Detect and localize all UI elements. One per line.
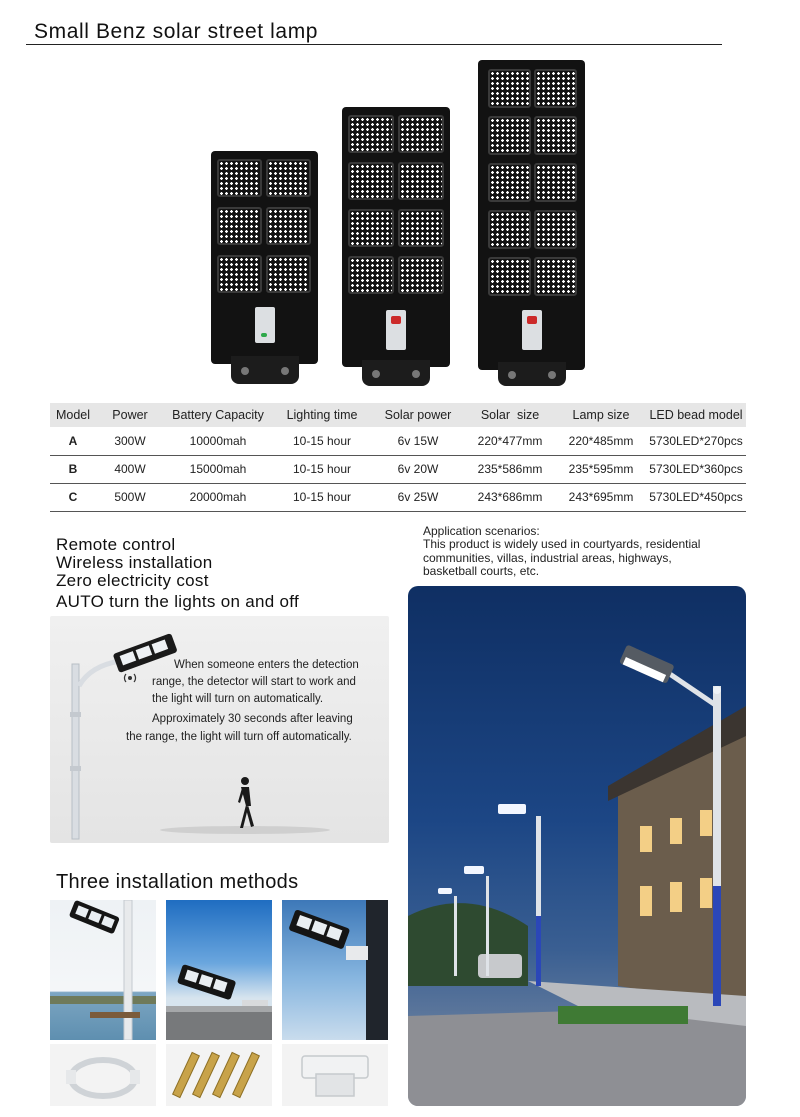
indicator-light bbox=[391, 316, 401, 324]
lamp-model-a bbox=[211, 151, 318, 364]
title-divider bbox=[26, 44, 722, 45]
column-header: Lamp size bbox=[556, 403, 646, 427]
led-module bbox=[398, 162, 444, 200]
feature-auto-lights: AUTO turn the lights on and off bbox=[56, 592, 300, 611]
application-scene-photo bbox=[408, 586, 746, 1106]
led-module bbox=[266, 159, 311, 197]
table-cell: 220*485mm bbox=[556, 427, 646, 455]
table-cell: 20000mah bbox=[164, 483, 272, 511]
table-row bbox=[50, 483, 746, 511]
column-header: Power bbox=[96, 403, 164, 427]
feature-zero-electricity: Zero electricity cost bbox=[56, 571, 209, 590]
sensor-wave-icon bbox=[122, 670, 138, 686]
pole-mount-scene bbox=[50, 900, 156, 1040]
bolt-icon bbox=[241, 367, 249, 375]
hoop-bracket bbox=[50, 1044, 156, 1106]
table-cell: 243*686mm bbox=[464, 483, 556, 511]
indicator-light bbox=[261, 333, 267, 337]
table-cell: 5730LED*450pcs bbox=[646, 483, 746, 511]
sensor-text-line: the range, the light will turn off automatically. bbox=[126, 731, 352, 743]
table-row bbox=[50, 427, 746, 455]
indicator-light bbox=[527, 316, 537, 324]
bolt-icon bbox=[372, 370, 380, 378]
lamp-mount bbox=[498, 362, 566, 386]
led-module bbox=[398, 115, 444, 153]
table-cell: 220*477mm bbox=[464, 427, 556, 455]
table-cell: 235*595mm bbox=[556, 455, 646, 483]
table-cell: 235*586mm bbox=[464, 455, 556, 483]
table-cell: 300W bbox=[96, 427, 164, 455]
table-cell: B bbox=[50, 455, 96, 483]
led-module bbox=[488, 257, 531, 296]
bolt-icon bbox=[508, 371, 516, 379]
led-module bbox=[348, 162, 394, 200]
led-module bbox=[534, 257, 577, 296]
table-cell: 15000mah bbox=[164, 455, 272, 483]
column-header: Battery Capacity bbox=[164, 403, 272, 427]
lamp-mount bbox=[231, 356, 299, 384]
lamp-model-b bbox=[342, 107, 450, 367]
led-module bbox=[348, 256, 394, 294]
bolt-icon bbox=[281, 367, 289, 375]
column-header: Lighting time bbox=[272, 403, 372, 427]
spec-table bbox=[50, 403, 746, 512]
led-module bbox=[534, 210, 577, 249]
table-cell: C bbox=[50, 483, 96, 511]
column-header: Model bbox=[50, 403, 96, 427]
street-scene bbox=[408, 586, 746, 1106]
led-module bbox=[348, 209, 394, 247]
led-module bbox=[398, 209, 444, 247]
table-cell: 400W bbox=[96, 455, 164, 483]
table-header-row bbox=[50, 403, 746, 427]
table-cell: 6v 20W bbox=[372, 455, 464, 483]
walking-person-icon bbox=[232, 776, 258, 830]
page-title: Small Benz solar street lamp bbox=[34, 20, 319, 43]
table-cell: 10-15 hour bbox=[272, 455, 372, 483]
table-cell: 243*695mm bbox=[556, 483, 646, 511]
led-module bbox=[534, 163, 577, 202]
l-bracket-icon bbox=[282, 1044, 388, 1106]
hoop-clamp-icon bbox=[50, 1044, 156, 1106]
table-cell: 6v 15W bbox=[372, 427, 464, 455]
table-cell: 5730LED*270pcs bbox=[646, 427, 746, 455]
table-cell: 6v 25W bbox=[372, 483, 464, 511]
expansion-bolt-icon bbox=[166, 1044, 272, 1106]
bracket-mount-scene bbox=[282, 900, 388, 1040]
led-module bbox=[266, 255, 311, 293]
led-module bbox=[488, 69, 531, 108]
application-text: This product is widely used in courtyards, residential communities, villas, industrial areas, highways, basketball courts, etc. bbox=[423, 537, 701, 578]
application-title: Application scenarios: bbox=[423, 524, 540, 538]
sensor-illustration bbox=[50, 616, 389, 843]
led-module bbox=[217, 255, 262, 293]
expansion-bolts bbox=[166, 1044, 272, 1106]
feature-remote-control: Remote control bbox=[56, 535, 176, 554]
led-module bbox=[217, 159, 262, 197]
lamp-mount bbox=[362, 360, 430, 386]
led-module bbox=[266, 207, 311, 245]
column-header: LED bead model bbox=[646, 403, 746, 427]
led-module bbox=[488, 163, 531, 202]
feature-wireless-installation: Wireless installation bbox=[56, 553, 213, 572]
bolt-icon bbox=[548, 371, 556, 379]
install-photo-bracket bbox=[282, 900, 388, 1040]
sensor-text-line: When someone enters the detection bbox=[174, 659, 359, 671]
led-module bbox=[488, 210, 531, 249]
sensor-text-line: range, the detector will start to work and bbox=[152, 676, 356, 688]
bolt-icon bbox=[412, 370, 420, 378]
column-header: Solar size bbox=[464, 403, 556, 427]
table-row bbox=[50, 455, 746, 483]
install-photo-wall bbox=[166, 900, 272, 1040]
led-module bbox=[488, 116, 531, 155]
sensor-text-line: the light will turn on automatically. bbox=[152, 693, 324, 705]
table-cell: 10000mah bbox=[164, 427, 272, 455]
wall-mount-scene bbox=[166, 900, 272, 1040]
table-cell: 500W bbox=[96, 483, 164, 511]
install-photo-pole bbox=[50, 900, 156, 1040]
l-bracket bbox=[282, 1044, 388, 1106]
table-cell: A bbox=[50, 427, 96, 455]
led-module bbox=[348, 115, 394, 153]
led-module bbox=[534, 116, 577, 155]
column-header: Solar power bbox=[372, 403, 464, 427]
lamp-model-c bbox=[478, 60, 585, 370]
table-cell: 5730LED*360pcs bbox=[646, 455, 746, 483]
sensor-panel bbox=[255, 307, 275, 343]
table-cell: 10-15 hour bbox=[272, 427, 372, 455]
installation-title: Three installation methods bbox=[56, 871, 299, 893]
led-module bbox=[217, 207, 262, 245]
led-module bbox=[398, 256, 444, 294]
led-module bbox=[534, 69, 577, 108]
table-cell: 10-15 hour bbox=[272, 483, 372, 511]
sensor-text-line: Approximately 30 seconds after leaving bbox=[152, 713, 353, 725]
